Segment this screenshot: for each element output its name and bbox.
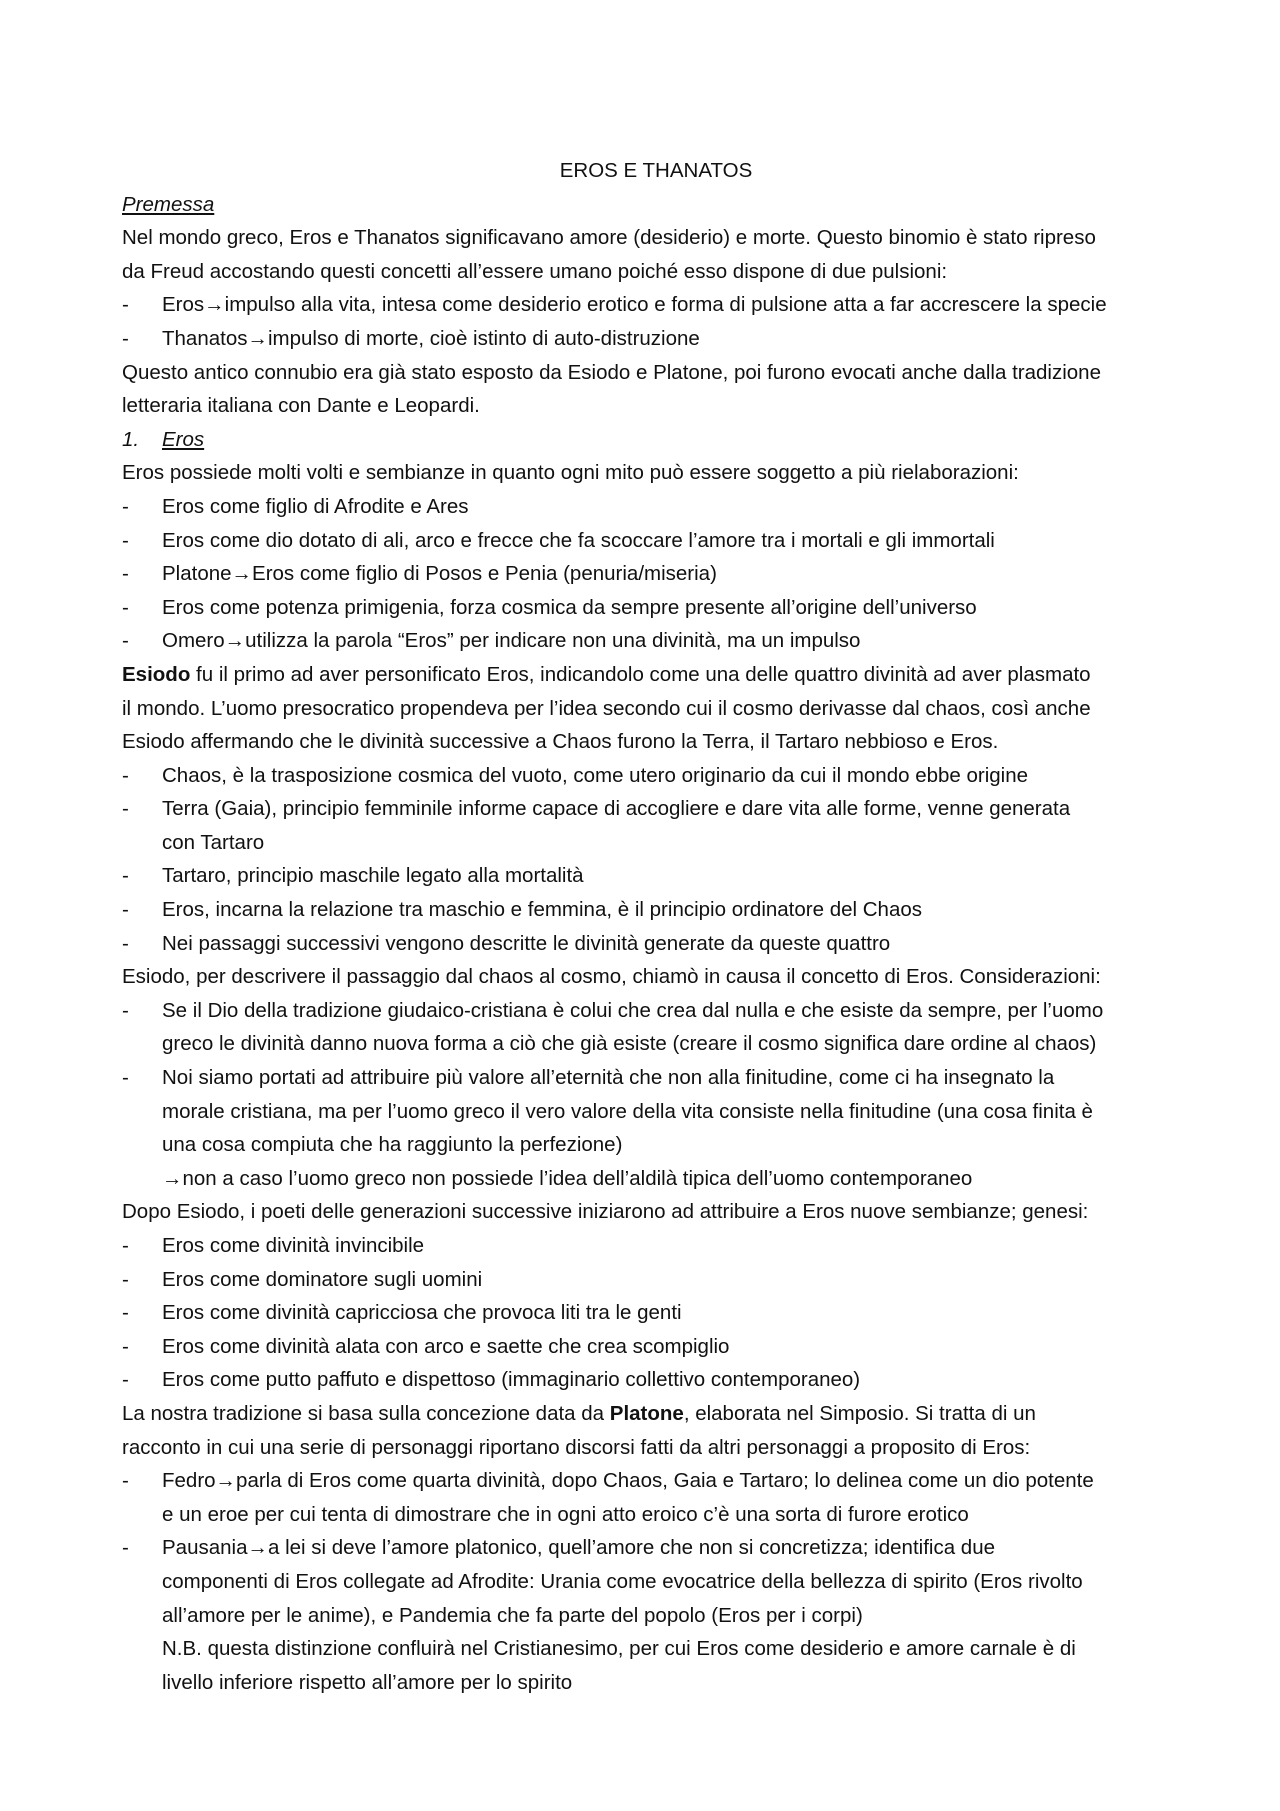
- paragraph-line: Esiodo affermando che le divinità successive a Chaos furono la Terra, il Tartaro nebbioso e Eros.: [122, 730, 999, 754]
- list-item: - Eros come potenza primigenia, forza cosmica da sempre presente all’origine dell’universo: [122, 595, 977, 619]
- bold-platone: Platone: [609, 1401, 684, 1425]
- paragraph-line: Esiodo, per descrivere il passaggio dal chaos al cosmo, chiamò in causa il concetto di Eros. Considerazioni:: [122, 965, 1101, 989]
- paragraph-line: letteraria italiana con Dante e Leopardi.: [122, 394, 480, 418]
- paragraph-line: Esiodo fu il primo ad aver personificato Eros, indicandolo come una delle quattro divinità ad aver plasmato: [122, 662, 1091, 686]
- list-item-continuation: greco le divinità danno nuova forma a ciò che già esiste (creare il cosmo significa dare ordine al chaos): [162, 1032, 1097, 1056]
- list-item: - Platone→Eros come figlio di Posos e Penia (penuria/miseria): [122, 562, 717, 586]
- list-item: - Chaos, è la trasposizione cosmica del vuoto, come utero originario da cui il mondo ebbe origine: [122, 763, 1029, 787]
- list-item-continuation: con Tartaro: [162, 830, 265, 854]
- list-item: - Nei passaggi successivi vengono descritte le divinità generate da queste quattro: [122, 931, 891, 955]
- list-item: - Eros come putto paffuto e dispettoso (immaginario collettivo contemporaneo): [122, 1368, 861, 1392]
- premessa-heading: Premessa: [122, 192, 215, 216]
- paragraph-line: da Freud accostando questi concetti all’essere umano poiché esso dispone di due pulsioni:: [122, 259, 948, 283]
- list-item: - Thanatos→impulso di morte, cioè istinto di auto-distruzione: [122, 326, 700, 350]
- list-item-continuation: e un eroe per cui tenta di dimostrare che in ogni atto eroico c’è una sorta di furore erotico: [162, 1502, 969, 1526]
- list-item-continuation: livello inferiore rispetto all’amore per lo spirito: [162, 1670, 573, 1694]
- list-item: - Eros come divinità capricciosa che provoca liti tra le genti: [122, 1301, 682, 1325]
- paragraph-line: Nel mondo greco, Eros e Thanatos significavano amore (desiderio) e morte. Questo binomio è stato ripreso: [122, 226, 1096, 250]
- paragraph-line: Eros possiede molti volti e sembianze in quanto ogni mito può essere soggetto a più rielaborazioni:: [122, 461, 1019, 485]
- list-item: - Eros come divinità alata con arco e saette che crea scompiglio: [122, 1334, 730, 1358]
- list-item: - Eros→impulso alla vita, intesa come desiderio erotico e forma di pulsione atta a far accrescere la specie: [122, 293, 1107, 317]
- list-item: - Pausania→a lei si deve l’amore platonico, quell’amore che non si concretizza; identifica due: [122, 1536, 995, 1560]
- list-item-continuation: →non a caso l’uomo greco non possiede l’idea dell’aldilà tipica dell’uomo contemporaneo: [162, 1166, 973, 1190]
- document-title: EROS E THANATOS: [559, 159, 753, 182]
- list-item: - Fedro→parla di Eros come quarta divinità, dopo Chaos, Gaia e Tartaro; lo delinea come un dio potente: [122, 1469, 1094, 1493]
- list-item: - Se il Dio della tradizione giudaico-cristiana è colui che crea dal nulla e che esiste da sempre, per l’uomo: [122, 998, 1104, 1022]
- list-item: - Eros come dominatore sugli uomini: [122, 1267, 483, 1291]
- list-item-continuation: N.B. questa distinzione confluirà nel Cristianesimo, per cui Eros come desiderio e amore carnale è di: [162, 1637, 1076, 1661]
- list-item-continuation: morale cristiana, ma per l’uomo greco il vero valore della vita consiste nella finitudine (una cosa finita è: [162, 1099, 1093, 1123]
- list-item: - Terra (Gaia), principio femminile informe capace di accogliere e dare vita alle forme, venne generata: [122, 797, 1071, 821]
- bold-esiodo: Esiodo: [122, 662, 191, 686]
- list-item: - Omero→utilizza la parola “Eros” per indicare non una divinità, ma un impulso: [122, 629, 861, 653]
- paragraph-line: Questo antico connubio era già stato esposto da Esiodo e Platone, poi furono evocati anche dalla tradizione: [122, 360, 1101, 384]
- list-item: - Eros come divinità invincibile: [122, 1234, 425, 1257]
- paragraph-line: racconto in cui una serie di personaggi riportano discorsi fatti da altri personaggi a proposito di Eros:: [122, 1435, 1031, 1459]
- section-heading-eros: 1. Eros: [122, 427, 205, 451]
- list-item: - Noi siamo portati ad attribuire più valore all’eternità che non alla finitudine, come ci ha insegnato la: [122, 1066, 1055, 1090]
- paragraph-line: Dopo Esiodo, i poeti delle generazioni successive iniziarono ad attribuire a Eros nuove sembianze; genesi:: [122, 1200, 1089, 1224]
- paragraph-line: il mondo. L’uomo presocratico propendeva per l’idea secondo cui il cosmo derivasse dal chaos, così anche: [122, 696, 1091, 720]
- list-item-continuation: una cosa compiuta che ha raggiunto la perfezione): [162, 1133, 623, 1157]
- list-item: - Eros come dio dotato di ali, arco e frecce che fa scoccare l’amore tra i mortali e gli immortali: [122, 528, 995, 552]
- paragraph-line: La nostra tradizione si basa sulla concezione data da Platone, elaborata nel Simposio. Si tratta di un: [122, 1401, 1036, 1425]
- list-item-continuation: all’amore per le anime), e Pandemia che fa parte del popolo (Eros per i corpi): [162, 1603, 863, 1627]
- list-item: - Eros, incarna la relazione tra maschio e femmina, è il principio ordinatore del Chaos: [122, 898, 923, 922]
- list-item: - Tartaro, principio maschile legato alla mortalità: [122, 864, 584, 888]
- list-item: - Eros come figlio di Afrodite e Ares: [122, 494, 469, 518]
- list-item-continuation: componenti di Eros collegate ad Afrodite: Urania come evocatrice della bellezza di spirito (Eros rivolto: [162, 1569, 1083, 1593]
